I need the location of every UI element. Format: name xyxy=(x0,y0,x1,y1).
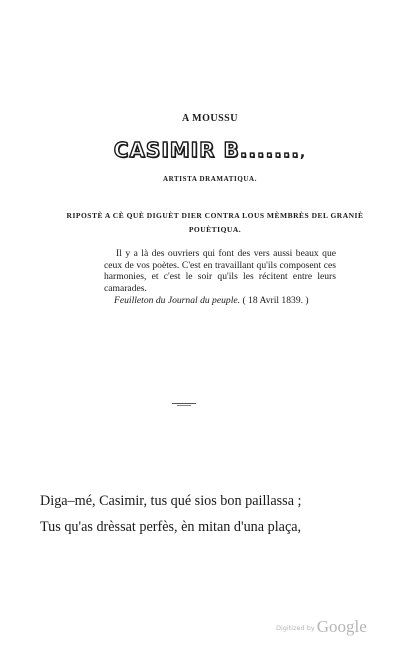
epigraph-source xyxy=(104,295,336,307)
recipient-role: ARTISTA DRAMATIQUA. xyxy=(162,175,258,183)
poem-verses xyxy=(40,488,380,540)
verse-line: Tus qu'as drèssat perfès, èn mitan d'una plaça, xyxy=(40,519,302,535)
reply-subtitle: RIPOSTÈ A CÈ QUÈ DIGUÈT DIER CONTRA LOUS MÈMBRÈS DEL GRANIÈ POUÈTIQUA. xyxy=(66,211,364,234)
epigraph-source-date: ( 18 Avril 1839. ) xyxy=(242,295,309,306)
recipient-punctuation: , xyxy=(299,145,307,161)
epigraph-source-title: Feuilleton du Journal du peuple. xyxy=(114,295,241,306)
verse-line: Diga–mé, Casimir, tus qué sios bon paillassa ; xyxy=(40,493,302,509)
recipient-heading xyxy=(0,138,420,162)
watermark-digitized-label: Digitized by xyxy=(276,624,315,632)
digitization-watermark xyxy=(276,617,367,637)
epigraph xyxy=(104,248,336,307)
recipient-name: CASIMIR B....... xyxy=(113,138,300,162)
google-logo: Google xyxy=(316,617,367,636)
epigraph-text: Il y a là des ouvriers qui font des vers aussi beaux que ceux de vos poètes. C'est en travaillant qu'ils composent ces harmonies, et c'est le soir qu'ils les récitent entre leurs camarades. xyxy=(104,248,336,294)
ornamental-divider xyxy=(172,403,196,405)
dedication-line: A MOUSSU xyxy=(182,113,238,124)
